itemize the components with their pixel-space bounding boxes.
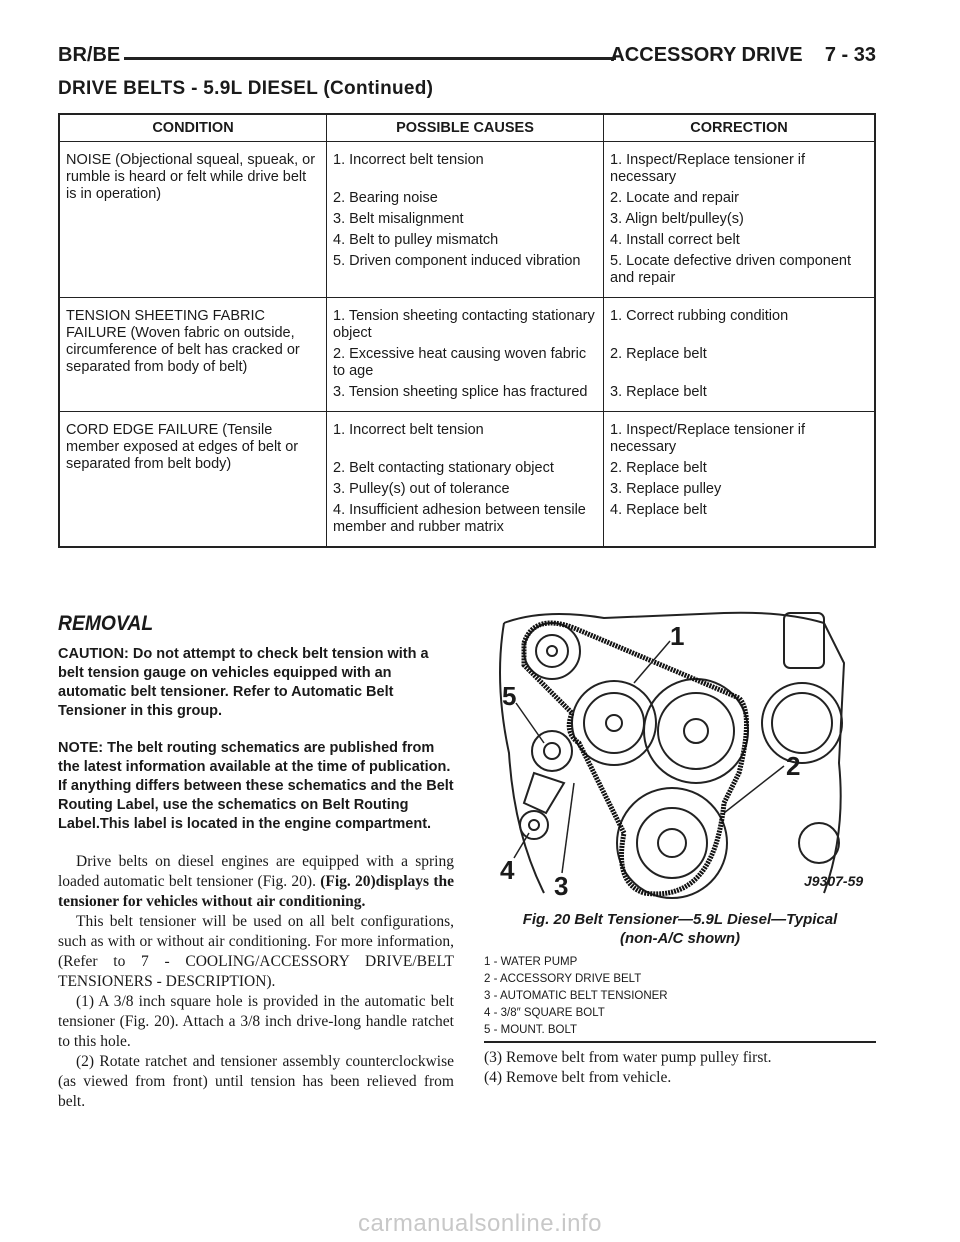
caution-text: CAUTION: Do not attempt to check belt tension with a belt tension gauge on vehicles equipped with an automatic belt tensioner. Refer to Automatic Belt Tensioner in this group. bbox=[58, 646, 429, 719]
correction-cell: 1. Correct rubbing condition bbox=[604, 298, 876, 345]
paragraph-1-bold: (Fig. 20)displays the tensioner for vehicles without air conditioning. bbox=[58, 873, 454, 910]
cause-cell: 2. Belt contacting stationary object bbox=[327, 458, 604, 479]
cause-cell: 1. Incorrect belt tension bbox=[327, 142, 604, 189]
cause-cell: 3. Belt misalignment bbox=[327, 209, 604, 230]
step-3: (3) Remove belt from water pump pulley first. bbox=[484, 1049, 772, 1066]
legend-divider bbox=[484, 1041, 876, 1043]
note-text: NOTE: The belt routing schematics are published from the latest information available at the time of publication. If anything differs between these schematics and the Belt Routing Label, use the schematics on Belt Routing Label.This label is located in the engine compartment. bbox=[58, 740, 454, 832]
legend-item: 2 - ACCESSORY DRIVE BELT bbox=[484, 973, 642, 985]
callout-3: 3 bbox=[554, 871, 569, 901]
cause-cell: 4. Insufficient adhesion between tensile member and rubber matrix bbox=[327, 500, 604, 547]
right-column bbox=[484, 1048, 876, 1088]
header-section-page: ACCESSORY DRIVE 7 - 33 bbox=[610, 44, 876, 66]
belt-tensioner-figure bbox=[484, 603, 876, 903]
correction-cell: 3. Replace pulley bbox=[604, 479, 876, 500]
figure-caption-line-2: (non-A/C shown) bbox=[620, 930, 740, 947]
correction-cell: 3. Replace belt bbox=[604, 382, 876, 412]
cause-cell: 3. Tension sheeting splice has fractured bbox=[327, 382, 604, 412]
callout-2: 2 bbox=[786, 751, 801, 781]
figure-legend bbox=[484, 954, 876, 1039]
correction-cell: 2. Replace belt bbox=[604, 458, 876, 479]
removal-heading: REMOVAL bbox=[58, 612, 154, 635]
legend-item: 1 - WATER PUMP bbox=[484, 956, 578, 968]
correction-cell: 5. Locate defective driven component and repair bbox=[604, 251, 876, 298]
correction-cell: 2. Replace belt bbox=[604, 344, 876, 382]
callout-4: 4 bbox=[500, 855, 515, 885]
correction-cell: 4. Replace belt bbox=[604, 500, 876, 547]
paragraph-2: This belt tensioner will be used on all belt configurations, such as with or without air conditioning. For more information, (Refer to 7 - COOLING/ACCESSORY DRIVE/BELT TENSIONERS - DESCRIPTION). bbox=[58, 913, 454, 990]
correction-cell: 1. Inspect/Replace tensioner if necessary bbox=[604, 142, 876, 189]
condition-cell: NOISE (Objectional squeal, spueak, or rumble is heard or felt while drive belt is in operation) bbox=[59, 142, 327, 298]
paragraph-1-text: Drive belts on diesel engines are equipped with a spring loaded automatic belt tensioner (Fig. 20). bbox=[58, 853, 454, 890]
correction-cell: 4. Install correct belt bbox=[604, 230, 876, 251]
condition-cell: TENSION SHEETING FABRIC FAILURE (Woven fabric on outside, circumference of belt has cracked or separated from body of belt) bbox=[59, 298, 327, 412]
correction-cell: 1. Inspect/Replace tensioner if necessary bbox=[604, 412, 876, 459]
diagnosis-table bbox=[58, 113, 876, 548]
step-1: (1) A 3/8 inch square hole is provided in the automatic belt tensioner (Fig. 20). Attach a 3/8 inch drive-long handle ratchet to this hole. bbox=[58, 993, 454, 1050]
cause-cell: 2. Bearing noise bbox=[327, 188, 604, 209]
table-row bbox=[59, 142, 875, 189]
step-4: (4) Remove belt from vehicle. bbox=[484, 1069, 672, 1086]
step-2: (2) Rotate ratchet and tensioner assembly counterclockwise (as viewed from front) until tension has been relieved from belt. bbox=[58, 1053, 454, 1110]
section-title: DRIVE BELTS - 5.9L DIESEL (Continued) bbox=[58, 78, 434, 99]
cause-cell: 1. Incorrect belt tension bbox=[327, 412, 604, 459]
callout-1: 1 bbox=[670, 621, 685, 651]
col-header-condition: CONDITION bbox=[59, 114, 327, 142]
col-header-correction: CORRECTION bbox=[604, 114, 876, 142]
header-rule bbox=[124, 57, 616, 60]
left-column bbox=[58, 645, 454, 1112]
col-header-causes: POSSIBLE CAUSES bbox=[327, 114, 604, 142]
cause-cell: 5. Driven component induced vibration bbox=[327, 251, 604, 298]
correction-cell: 2. Locate and repair bbox=[604, 188, 876, 209]
table-row bbox=[59, 412, 875, 459]
paragraph-1 bbox=[58, 852, 454, 912]
cause-cell: 2. Excessive heat causing woven fabric to age bbox=[327, 344, 604, 382]
callout-5: 5 bbox=[502, 681, 517, 711]
cause-cell: 4. Belt to pulley mismatch bbox=[327, 230, 604, 251]
condition-cell: CORD EDGE FAILURE (Tensile member exposed at edges of belt or separated from belt body) bbox=[59, 412, 327, 548]
header-model: BR/BE bbox=[58, 44, 121, 66]
figure-caption-line-1: Fig. 20 Belt Tensioner—5.9L Diesel—Typical bbox=[522, 911, 838, 928]
legend-item: 5 - MOUNT. BOLT bbox=[484, 1024, 578, 1036]
table-row bbox=[59, 298, 875, 345]
watermark: carmanualsonline.info bbox=[358, 1210, 602, 1237]
figure-caption bbox=[484, 910, 876, 948]
cause-cell: 3. Pulley(s) out of tolerance bbox=[327, 479, 604, 500]
correction-cell: 3. Align belt/pulley(s) bbox=[604, 209, 876, 230]
figure-code: J9307-59 bbox=[804, 873, 864, 889]
page-header bbox=[58, 44, 876, 70]
legend-item: 4 - 3/8″ SQUARE BOLT bbox=[484, 1007, 605, 1019]
cause-cell: 1. Tension sheeting contacting stationary object bbox=[327, 298, 604, 345]
legend-item: 3 - AUTOMATIC BELT TENSIONER bbox=[484, 990, 668, 1002]
